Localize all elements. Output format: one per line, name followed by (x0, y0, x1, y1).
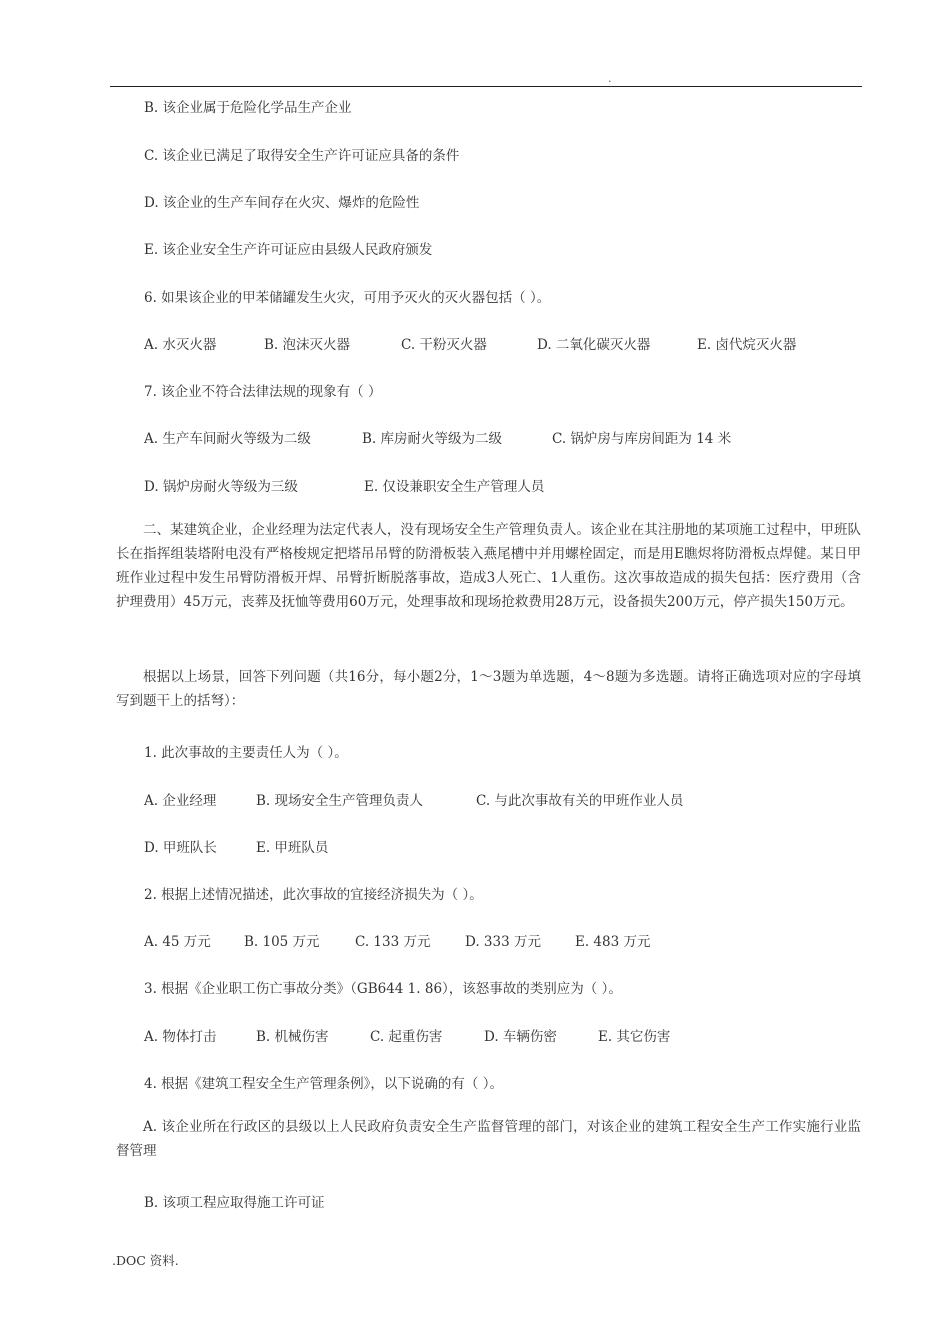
q1-option-d: D. 甲班队长 (144, 840, 217, 856)
option-c-license-conditions: C. 该企业已满足了取得安全生产许可证应具备的条件 (144, 148, 460, 164)
q6-option-e: E. 卤代烷灭火器 (697, 337, 797, 353)
q6-option-b: B. 泡沫灭火器 (264, 337, 351, 353)
header-mark: . (608, 72, 612, 85)
option-e-license-issuer: E. 该企业安全生产许可证应由县级人民政府颁发 (144, 242, 433, 258)
q3-option-e: E. 其它伤害 (598, 1029, 671, 1045)
q7-option-b: B. 库房耐火等级为二级 (362, 431, 503, 447)
q2-option-c: C. 133 万元 (355, 934, 431, 950)
q3-option-b: B. 机械伤害 (256, 1029, 329, 1045)
q3-option-a: A. 物体打击 (144, 1029, 217, 1045)
q7-option-d: D. 锅炉房耐火等级为三级 (144, 479, 298, 495)
question-4: 4. 根据《建筑工程安全生产管理条例》，以下说确的有（ ）。 (144, 1076, 503, 1092)
q2-option-e: E. 483 万元 (575, 934, 651, 950)
q6-option-d: D. 二氧化碳灭火器 (537, 337, 651, 353)
q2-option-d: D. 333 万元 (465, 934, 541, 950)
q1-option-c: C. 与此次事故有关的甲班作业人员 (476, 793, 684, 809)
q3-option-c: C. 起重伤害 (370, 1029, 443, 1045)
q3-option-d: D. 车辆伤密 (484, 1029, 557, 1045)
q2-option-a: A. 45 万元 (144, 934, 211, 950)
question-1: 1. 此次事故的主要责任人为（ ）。 (144, 745, 348, 761)
option-b-hazardous-chemicals: B. 该企业属于危险化学品生产企业 (144, 100, 352, 116)
header-rule (110, 86, 862, 87)
q4-option-a: A. 该企业所在行政区的县级以上人民政府负责安全生产监督管理的部门，对该企业的建筑工程安全生产工作实施行业监督管理 (116, 1119, 861, 1159)
question-6: 6. 如果该企业的甲苯储罐发生火灾，可用予灭火的灭火器包括（ ）。 (144, 290, 551, 306)
option-d-fire-explosion: D. 该企业的生产车间存在火灾、爆炸的危险性 (144, 195, 420, 211)
q6-option-c: C. 干粉灭火器 (401, 337, 487, 353)
question-2: 2. 根据上述情况描述，此次事故的宜接经济损失为（ ）。 (144, 887, 483, 903)
question-7: 7. 该企业不符合法律法规的现象有（ ） (144, 384, 382, 400)
q1-option-e: E. 甲班队员 (256, 840, 329, 856)
q7-option-c: C. 锅炉房与库房间距为 14 米 (552, 431, 732, 447)
q2-option-b: B. 105 万元 (244, 934, 320, 950)
q4-option-b: B. 该项工程应取得施工许可证 (144, 1195, 325, 1211)
case-scenario-paragraph: 二、某建筑企业，企业经理为法定代表人，没有现场安全生产管理负责人。该企业在其注册地的某项施工过程中，甲班队长在指挥组装塔附电没有严格梭规定把塔吊吊臂的防滑板装入燕尾槽中并用螺栓固定，而是用E瞧烬将防滑板点焊健。某日甲班作业过程中发生吊臂防滑板开焊、吊臂折断脱落事故，造成3人死亡、1人重伤。这次事故造成的损失包括：医疗费用（含护理费用）45万元，丧葬及抚恤等费用60万元，处理事故和现场抢救费用28万元，设备损失200万元，停产损失150万元。 (116, 522, 861, 610)
q7-option-a: A. 生产车间耐火等级为二级 (144, 431, 311, 447)
instructions-paragraph: 根据以上场景，回答下列问题（共16分，每小题2分，1～3题为单选题，4～8题为多选题。请将正确选项对应的字母填写到题干上的括弩）： (116, 669, 861, 709)
q1-option-b: B. 现场安全生产管理负责人 (256, 793, 424, 809)
q1-option-a: A. 企业经理 (144, 793, 217, 809)
q6-option-a: A. 水灭火器 (144, 337, 217, 353)
footer-label: .DOC 资料. (112, 1253, 179, 1268)
question-3: 3. 根据《企业职工伤亡事故分类》（GB644 1. 86），该怒事故的类别应为（ ）。 (144, 981, 622, 997)
q7-option-e: E. 仅设兼职安全生产管理人员 (364, 479, 545, 495)
